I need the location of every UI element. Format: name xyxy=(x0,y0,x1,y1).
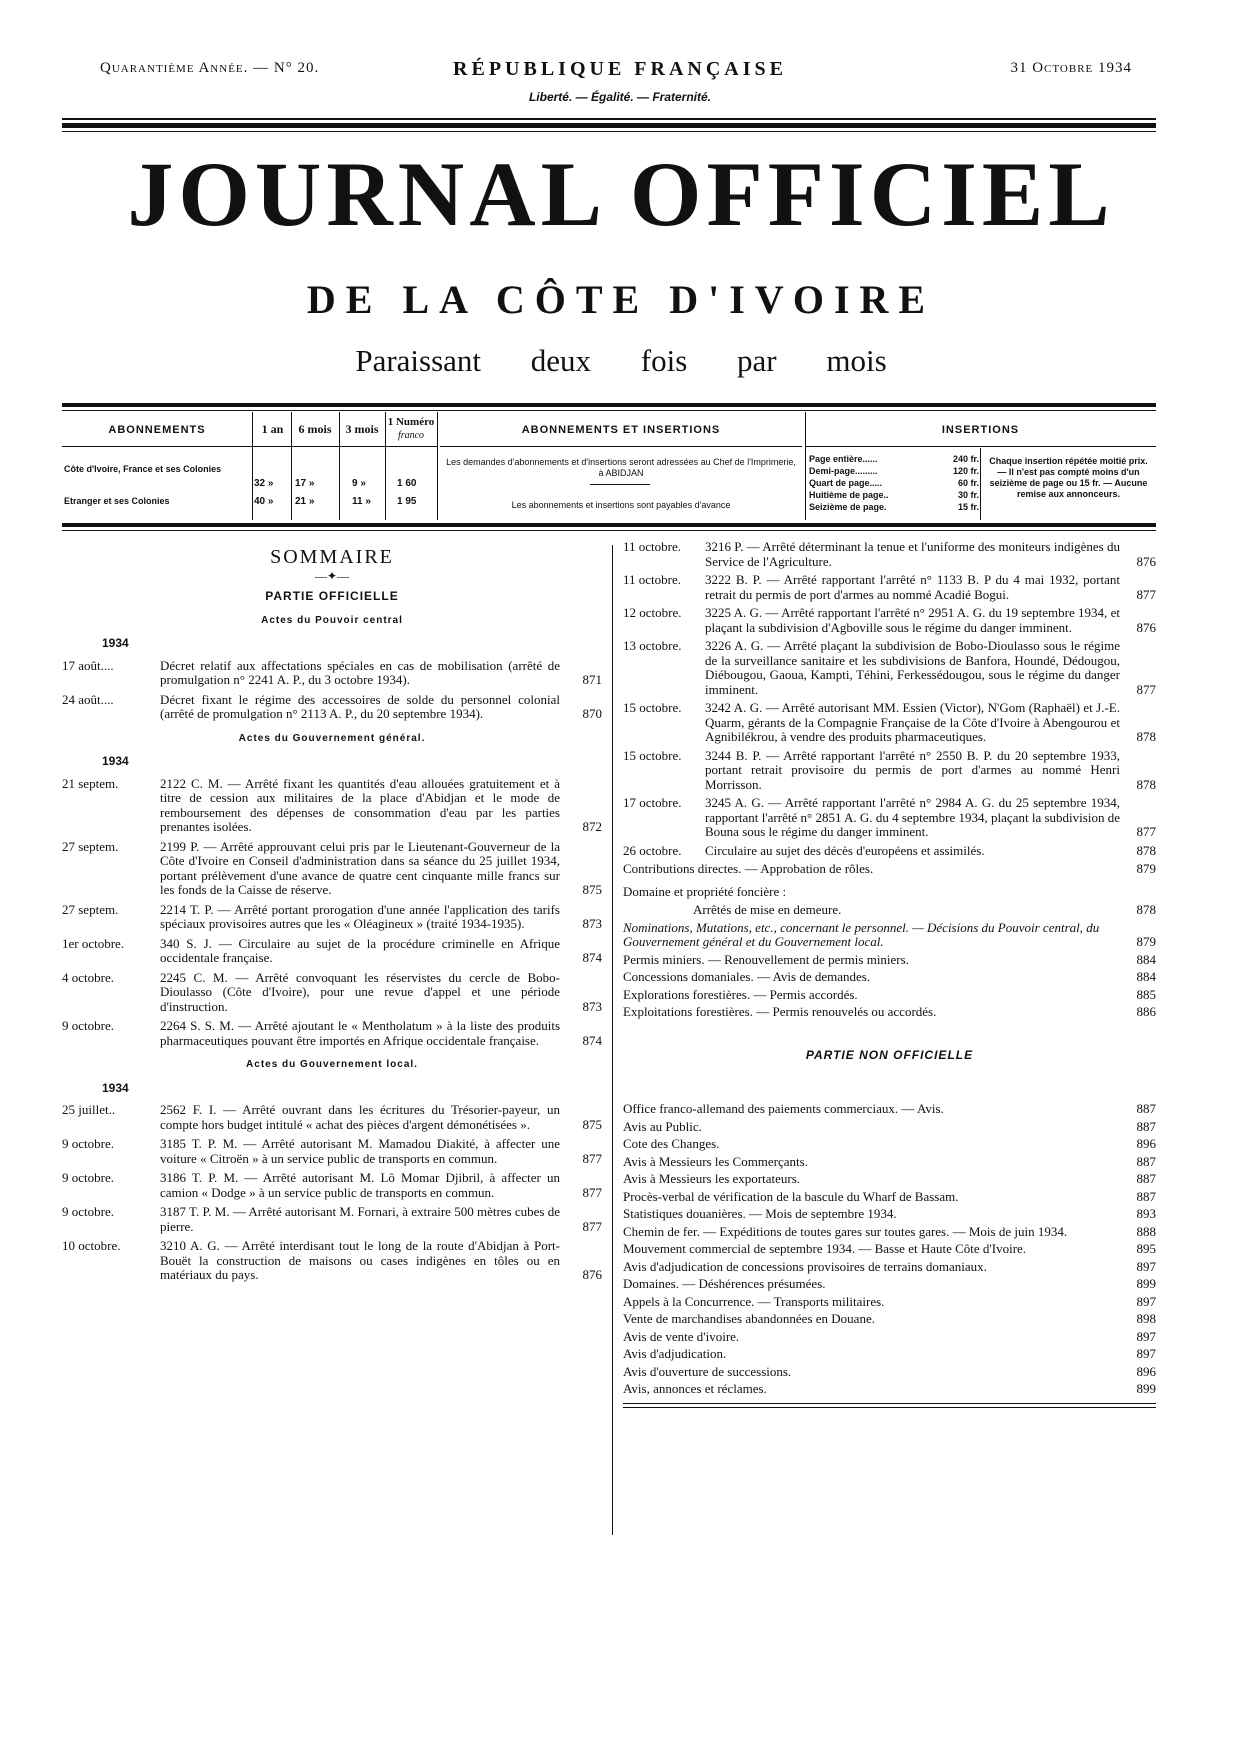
insertions-note: Chaque insertion répétée moitié prix. — Il n'est pas compté moins d'un seizième de page ou 15 fr. — Aucune remise aux annonceurs. xyxy=(989,456,1148,499)
entry-text: 3244 B. P. — Arrêté rapportant l'arrêté n° 2550 B. P. du 20 septembre 1933, portant retrait provisoire du permis de port d'armes au nommé Henri Morrisson. xyxy=(705,747,1120,792)
entry-text: Nominations, Mutations, etc., concernant le personnel. — Décisions du Pouvoir central, du Gouvernement général et du Gouvernement local. xyxy=(623,919,1100,949)
sommaire-entry xyxy=(62,1137,602,1166)
entry-date: 25 juillet.. xyxy=(62,1102,116,1117)
sommaire-entry xyxy=(62,1019,602,1048)
sommaire-line xyxy=(623,1330,1156,1345)
entry-text: 2245 C. M. — Arrêté convoquant les réservistes du cercle de Bobo-Dioulasso (Côte d'Ivoire), pour une revue d'appel et une période d'instruction. xyxy=(160,969,560,1014)
abonnements-insertions-box xyxy=(440,412,802,520)
entry-date: 15 octobre. xyxy=(623,700,682,715)
entry-date: 21 septem. xyxy=(62,775,119,791)
sommaire-line xyxy=(623,1102,1156,1117)
subs-row2-6mois: 21 » xyxy=(295,496,315,507)
col-header-1an: 1 an xyxy=(261,422,284,436)
entry-text: Avis, annonces et réclames. xyxy=(623,1381,767,1396)
abonnements-address: Les demandes d'abonnements et d'insertions seront adressées au Chef de l'Imprimerie, à ABIDJAN xyxy=(446,457,796,478)
entry-date: 27 septem. xyxy=(62,901,119,917)
entry-page: 897 xyxy=(1136,1328,1156,1344)
entry-text: Contributions directes. — Approbation de rôles. xyxy=(623,861,874,876)
entry-date: 17 août.... xyxy=(62,657,114,673)
subs-row1-label: Côte d'Ivoire, France et ses Colonies xyxy=(64,464,222,474)
right-end-rule-2 xyxy=(623,1407,1156,1408)
entry-date: 24 août.... xyxy=(62,691,114,707)
entry-date: 27 septem. xyxy=(62,838,119,854)
entry-text: Circulaire au sujet des décès d'européens et assimilés. xyxy=(705,842,985,858)
insertions-rates xyxy=(809,454,979,514)
entry-text: 2264 S. S. M. — Arrêté ajoutant le « Mentholatum » à la liste des produits pharmaceutiques pouvant être importés en Afrique occidentale française. xyxy=(160,1018,560,1048)
entry-page: 870 xyxy=(582,706,602,721)
journal-title: JOURNAL OFFICIEL xyxy=(127,143,1115,245)
sommaire-title: SOMMAIRE xyxy=(270,546,394,568)
partie-officielle-heading: PARTIE OFFICIELLE xyxy=(265,589,399,603)
entry-text: 3185 T. P. M. — Arrêté autorisant M. Mamadou Diakité, à affecter une voiture « Citroën » à un service public de transports en commun. xyxy=(160,1136,560,1166)
entry-page: 876 xyxy=(1136,619,1156,635)
entry-page: 884 xyxy=(1136,951,1156,967)
entry-page: 878 xyxy=(1136,776,1156,792)
entry-text: Avis d'ouverture de successions. xyxy=(623,1363,792,1379)
sommaire-line xyxy=(623,1190,1156,1205)
entry-page: 895 xyxy=(1136,1241,1156,1256)
entry-date: 13 octobre. xyxy=(623,638,682,653)
issue-date: 31 Octobre 1934 xyxy=(1010,60,1132,76)
entry-text: 3226 A. G. — Arrêté plaçant la subdivision de Bobo-Dioulasso sous le régime de la surveillance sanitaire et les subdivisions de Banfora, Houndé, Dédougou, Diébougou, Gaoua, Kampti, Téhini, Ferkessédougou, sous le régime du danger imminent. xyxy=(705,638,1120,697)
entry-page: 876 xyxy=(582,1267,602,1282)
entry-date: 15 octobre. xyxy=(623,747,682,763)
sommaire-entry xyxy=(62,693,602,722)
entry-text: 3186 T. P. M. — Arrêté autorisant M. Lô Momar Djibril, à affecter un camion « Dodge » à un service public de transports en commun. xyxy=(160,1170,560,1200)
entry-page: 888 xyxy=(1136,1223,1156,1239)
insertions-rule xyxy=(805,446,1156,447)
sommaire-line xyxy=(623,1207,1156,1222)
sommaire-ornament: —✦— xyxy=(314,568,350,583)
entry-text: 340 S. J. — Circulaire au sujet de la procédure criminelle en Afrique occidentale française. xyxy=(160,935,560,965)
nominations-entry xyxy=(623,921,1156,950)
entry-page: 873 xyxy=(582,998,602,1014)
entry-text: 3245 A. G. — Arrêté rapportant l'arrêté n° 2984 A. G. du 25 septembre 1934, rapportant l'arrêté n° 2851 A. G. du 4 septembre 1934, plaçant la subdivision de Bouna sous le régime du danger imminent. xyxy=(705,795,1120,839)
subs-row1-numero: 1 60 xyxy=(397,478,417,489)
entry-page: 879 xyxy=(1136,934,1156,949)
col-header-franco: franco xyxy=(397,430,425,441)
domaine-title: Domaine et propriété foncière : xyxy=(623,883,787,899)
arretes-entry xyxy=(623,903,1156,918)
sommaire-entry xyxy=(623,573,1156,602)
entry-text: 2214 T. P. — Arrêté portant prorogation d'une année l'application des tarifs spéciaux provisoires autres que les « Oléagineux » (traité 1934-1935). xyxy=(160,901,560,931)
sommaire-entry xyxy=(62,1205,602,1234)
section-gouvernement-general: Actes du Gouvernement général. xyxy=(238,732,426,744)
entry-text: 3242 A. G. — Arrêté autorisant MM. Essien (Victor), N'Gom (Raphaël) et J.-E. Quarm, gérants de la Compagnie Française de la Côte d'Ivoire à Abengourou et Agnibilékrou, à vendre des produits pharmaceutiques. xyxy=(705,700,1120,744)
sommaire-entry xyxy=(62,659,602,688)
entry-date: 12 octobre. xyxy=(623,605,682,620)
subs-vrule-1 xyxy=(252,412,253,520)
entry-text: Arrêtés de mise en demeure. xyxy=(693,902,842,917)
entry-page: 896 xyxy=(1136,1363,1156,1379)
header-rule-top-thin xyxy=(62,131,1156,132)
sommaire-entry xyxy=(623,639,1156,697)
box-rule-top-thin xyxy=(62,410,1156,411)
right-entries xyxy=(623,540,1156,858)
entry-text: Avis d'adjudication de concessions provisoires de terrains domaniaux. xyxy=(623,1258,987,1274)
entry-page: 887 xyxy=(1136,1101,1156,1116)
entry-page: 887 xyxy=(1136,1118,1156,1134)
entry-page: 898 xyxy=(1136,1311,1156,1326)
entry-date: 9 octobre. xyxy=(62,1170,114,1185)
rate-price: 120 fr. xyxy=(952,466,979,476)
sommaire-entry xyxy=(623,540,1156,569)
entry-page: 877 xyxy=(1136,681,1156,697)
sommaire-line xyxy=(623,970,1156,985)
sommaire-entry xyxy=(623,796,1156,840)
entry-date: 9 octobre. xyxy=(62,1136,114,1151)
entry-text: 3216 P. — Arrêté déterminant la tenue et l'uniforme des moniteurs indigènes du Service de l'Agriculture. xyxy=(705,539,1120,569)
entry-text: 3222 B. P. — Arrêté rapportant l'arrêté n° 1133 B. P du 4 mai 1932, portant retrait du permis de port d'armes au nommé Acadié Bogui. xyxy=(705,572,1120,602)
subs-vrule-5 xyxy=(437,412,438,520)
entry-page: 897 xyxy=(1136,1346,1156,1361)
rate-row xyxy=(809,454,979,466)
entry-page: 877 xyxy=(582,1184,602,1200)
sommaire-line xyxy=(623,1365,1156,1380)
section-year: 1934 xyxy=(102,636,129,650)
rate-row xyxy=(809,478,979,490)
subs-row2-numero: 1 95 xyxy=(397,496,417,507)
entry-text: Appels à la Concurrence. — Transports militaires. xyxy=(623,1293,885,1309)
rate-label: Quart de page..... xyxy=(809,478,883,488)
entry-date: 9 octobre. xyxy=(62,1018,114,1033)
entry-page: 886 xyxy=(1136,1004,1156,1019)
rate-row xyxy=(809,490,979,502)
sec2-entries xyxy=(62,777,602,1049)
sommaire-line xyxy=(623,1120,1156,1135)
entry-page: 873 xyxy=(582,916,602,931)
entry-page: 877 xyxy=(1136,586,1156,602)
ai-rule xyxy=(440,446,802,447)
subs-header-rule xyxy=(62,446,437,447)
entry-text: Mouvement commercial de septembre 1934. — Basse et Haute Côte d'Ivoire. xyxy=(623,1241,1027,1256)
col-header-6mois: 6 mois xyxy=(298,422,332,436)
ai-short-rule xyxy=(590,484,650,485)
subs-vrule-4 xyxy=(385,412,386,520)
rate-row xyxy=(809,502,979,514)
entry-text: Avis d'adjudication. xyxy=(623,1346,727,1361)
sommaire-line xyxy=(623,953,1156,968)
sommaire-line xyxy=(623,988,1156,1003)
sommaire-line xyxy=(623,1005,1156,1020)
sommaire-left-column xyxy=(62,540,602,1288)
subs-row2-3mois: 11 » xyxy=(352,496,371,507)
box-rule-bottom xyxy=(62,523,1156,527)
abonnements-payment: Les abonnements et insertions sont payables d'avance xyxy=(511,500,731,510)
section-year: 1934 xyxy=(102,754,129,768)
subscriptions-table xyxy=(62,412,437,520)
box-rule-bottom-thin xyxy=(62,530,1156,531)
sommaire-entry xyxy=(62,903,602,932)
subs-vrule-3 xyxy=(339,412,340,520)
entry-text: Chemin de fer. — Expéditions de toutes gares sur toutes gares. — Mois de juin 1934. xyxy=(623,1223,1068,1239)
subs-row2-1an: 40 » xyxy=(254,496,274,507)
entry-page: 877 xyxy=(582,1218,602,1234)
sommaire-entry xyxy=(623,749,1156,793)
entry-text: Exploitations forestières. — Permis renouvelés ou accordés. xyxy=(623,1004,937,1019)
section-pouvoir-central: Actes du Pouvoir central xyxy=(261,614,403,626)
sommaire-line xyxy=(623,1242,1156,1257)
entry-text: 2122 C. M. — Arrêté fixant les quantités d'eau allouées gratuitement et à titre de cession aux militaires de la place d'Abidjan et le mode de remboursement des dépenses de consommation d'eau par les parties prenantes isolées. xyxy=(160,775,560,834)
entry-text: Office franco-allemand des paiements commerciaux. — Avis. xyxy=(623,1101,944,1116)
insertions-vrule-mid xyxy=(980,448,981,520)
entry-date: 4 octobre. xyxy=(62,969,114,985)
entry-page: 879 xyxy=(1136,861,1156,876)
entry-date: 9 octobre. xyxy=(62,1204,114,1219)
col-header-3mois: 3 mois xyxy=(345,422,379,436)
sommaire-line xyxy=(623,1172,1156,1187)
sommaire-line xyxy=(623,1155,1156,1170)
section-gouvernement-local: Actes du Gouvernement local. xyxy=(246,1059,418,1070)
entry-text: Avis à Messieurs les exportateurs. xyxy=(623,1171,801,1186)
partie-non-officielle-heading: PARTIE NON OFFICIELLE xyxy=(805,1047,974,1062)
sommaire-entry xyxy=(62,971,602,1015)
abonnements-insertions-title: ABONNEMENTS ET INSERTIONS xyxy=(521,424,721,436)
sommaire-entry xyxy=(623,844,1156,859)
insertions-title: INSERTIONS xyxy=(941,424,1020,436)
entry-page: 874 xyxy=(582,950,602,965)
republic-motto: Liberté. — Égalité. — Fraternité. xyxy=(528,90,712,104)
misc-entries xyxy=(623,953,1156,1020)
entry-text: Vente de marchandises abandonnées en Douane. xyxy=(623,1311,875,1326)
entry-page: 872 xyxy=(582,819,602,834)
entry-text: Décret fixant le régime des accessoires de solde du personnel colonial (arrêté de promulgation n° 2113 A. P., du 20 septembre 1934). xyxy=(160,691,560,721)
sec1-entries xyxy=(62,659,602,722)
entry-text: 2562 F. I. — Arrêté ouvrant dans les écritures du Trésorier-payeur, un compte hors budget intitulé « achat des pièces d'argent démonétisées ». xyxy=(160,1102,560,1132)
sommaire-line xyxy=(623,1225,1156,1240)
entry-page: 897 xyxy=(1136,1293,1156,1309)
entry-text: 3187 T. P. M. — Arrêté autorisant M. Fornari, à extraire 500 mètres cubes de pierre. xyxy=(160,1204,560,1234)
entry-page: 878 xyxy=(1136,729,1156,744)
entry-page: 878 xyxy=(1136,902,1156,917)
sommaire-entry xyxy=(623,606,1156,635)
rate-label: Seizième de page. xyxy=(809,502,887,512)
sommaire-line xyxy=(623,1347,1156,1362)
issue-number: Quarantième Année. — N° 20. xyxy=(100,60,320,76)
entry-page: 899 xyxy=(1136,1276,1156,1291)
entry-page: 887 xyxy=(1136,1153,1156,1169)
entry-page: 874 xyxy=(582,1032,602,1048)
subs-row1-3mois: 9 » xyxy=(352,478,366,489)
sommaire-line xyxy=(623,1382,1156,1397)
right-end-rule xyxy=(623,1403,1156,1404)
entry-page: 875 xyxy=(582,1116,602,1132)
journal-subtitle: DE LA CÔTE D'IVOIRE xyxy=(306,277,936,322)
entry-date: 17 octobre. xyxy=(623,795,682,810)
entry-text: Concessions domaniales. — Avis de demandes. xyxy=(623,969,871,984)
subs-row1-1an: 32 » xyxy=(254,478,274,489)
subs-vrule-2 xyxy=(291,412,292,520)
sommaire-line xyxy=(623,1277,1156,1292)
entry-page: 877 xyxy=(1136,824,1156,839)
entry-text: 3225 A. G. — Arrêté rapportant l'arrêté n° 2951 A. G. du 19 septembre 1934, et plaçant la subdivision d'Agboville sous le régime du danger imminent. xyxy=(705,605,1120,635)
entry-text: Avis au Public. xyxy=(623,1118,702,1134)
rate-label: Huitième de page.. xyxy=(809,490,889,500)
entry-text: Explorations forestières. — Permis accordés. xyxy=(623,986,858,1002)
sec3-entries xyxy=(62,1103,602,1283)
republic-heading: RÉPUBLIQUE FRANÇAISE xyxy=(453,58,787,80)
entry-date: 11 octobre. xyxy=(623,539,681,554)
entry-page: 885 xyxy=(1136,986,1156,1002)
box-rule-top xyxy=(62,403,1156,407)
sommaire-entry xyxy=(623,701,1156,745)
entry-page: 899 xyxy=(1136,1381,1156,1396)
contributions-entry xyxy=(623,862,1156,877)
entry-text: Procès-verbal de vérification de la bascule du Wharf de Bassam. xyxy=(623,1188,959,1204)
entry-page: 897 xyxy=(1136,1258,1156,1274)
header-rule-top-thick xyxy=(62,123,1156,128)
insertions-box xyxy=(805,412,1156,520)
rate-price: 30 fr. xyxy=(957,490,979,500)
sommaire-line xyxy=(623,1295,1156,1310)
entry-page: 876 xyxy=(1136,553,1156,569)
column-divider xyxy=(612,545,613,1535)
entry-page: 875 xyxy=(582,882,602,897)
sommaire-line xyxy=(623,1137,1156,1152)
subs-row1-6mois: 17 » xyxy=(295,478,315,489)
entry-date: 11 octobre. xyxy=(623,572,681,587)
entry-date: 26 octobre. xyxy=(623,842,682,858)
rate-row xyxy=(809,466,979,478)
sommaire-entry xyxy=(62,1103,602,1132)
entry-page: 884 xyxy=(1136,969,1156,984)
header-rule-top xyxy=(62,118,1156,120)
rate-label: Demi-page......... xyxy=(809,466,878,476)
non-officielle-entries xyxy=(623,1102,1156,1397)
entry-text: Décret relatif aux affectations spéciales en cas de mobilisation (arrêté de promulgation n° 2241 A. P., du 3 octobre 1934). xyxy=(160,657,560,687)
subscriptions-title: ABONNEMENTS xyxy=(108,424,206,436)
sommaire-entry xyxy=(62,840,602,898)
entry-text: Statistiques douanières. — Mois de septembre 1934. xyxy=(623,1206,897,1221)
entry-date: 1er octobre. xyxy=(62,935,125,951)
sommaire-entry xyxy=(62,937,602,966)
entry-page: 896 xyxy=(1136,1136,1156,1151)
subs-row2-label: Etranger et ses Colonies xyxy=(64,496,170,506)
entry-date: 10 octobre. xyxy=(62,1238,121,1253)
entry-page: 887 xyxy=(1136,1188,1156,1204)
rate-price: 240 fr. xyxy=(952,454,979,464)
sommaire-entry xyxy=(62,1171,602,1200)
entry-text: Avis à Messieurs les Commerçants. xyxy=(623,1153,808,1169)
sommaire-right-column xyxy=(623,540,1156,1408)
sommaire-entry xyxy=(62,777,602,835)
col-header-numero: 1 Numéro xyxy=(387,416,435,428)
entry-text: 3210 A. G. — Arrêté interdisant tout le long de la route d'Abidjan à Port-Bouët la construction de maisons ou cases indigènes en tôles ou en matériaux du pays. xyxy=(160,1238,560,1282)
entry-text: Avis de vente d'ivoire. xyxy=(623,1328,740,1344)
entry-page: 877 xyxy=(582,1150,602,1166)
entry-page: 893 xyxy=(1136,1206,1156,1221)
journal-tagline: Paraissant deux fois par mois xyxy=(355,343,887,378)
sommaire-line xyxy=(623,1260,1156,1275)
sommaire-entry xyxy=(62,1239,602,1283)
rate-price: 15 fr. xyxy=(957,502,979,512)
entry-text: Cote des Changes. xyxy=(623,1136,720,1151)
entry-text: Permis miniers. — Renouvellement de permis miniers. xyxy=(623,951,909,967)
entry-text: Domaines. — Déshérences présumées. xyxy=(623,1276,826,1291)
entry-page: 878 xyxy=(1136,842,1156,858)
rate-price: 60 fr. xyxy=(957,478,979,488)
entry-page: 887 xyxy=(1136,1171,1156,1186)
rate-label: Page entière...... xyxy=(809,454,878,464)
entry-page: 871 xyxy=(582,672,602,687)
section-year: 1934 xyxy=(102,1080,129,1095)
entry-text: 2199 P. — Arrêté approuvant celui pris par le Lieutenant-Gouverneur de la Côte d'Ivoire en Conseil d'administration dans sa séance du 25 juillet 1934, portant prélèvement d'une avance de quatre cent cinquante mille francs sur les fonds de la Caisse de réserve. xyxy=(160,838,560,897)
sommaire-line xyxy=(623,1312,1156,1327)
